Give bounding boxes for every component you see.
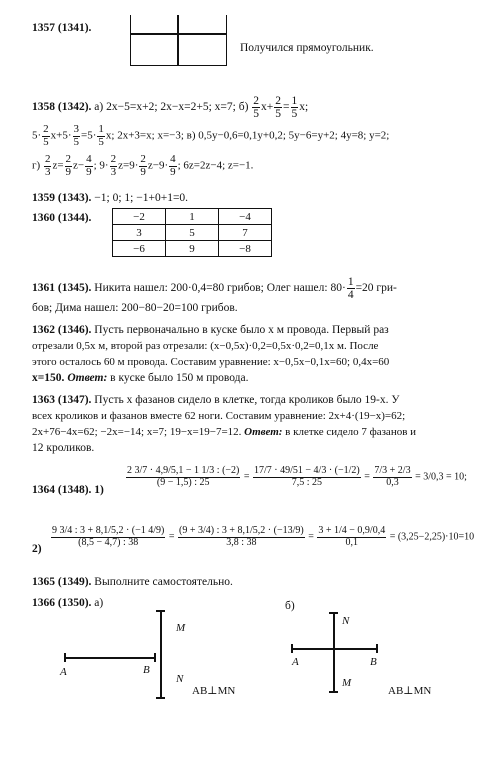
expr1-part1: $\frac{2 3/7 \cdot 4,9/5,1 - 1 1/3 : (-2)}{(9 - 1,5) : 25}$ = $\frac{17/7 \cdot 49/51 - 4/3 \cdot (-1/2)}{7,5 : 25}$ = $\frac{7/3 + 2/3}{0,3}$ = 3/0,3 = 10; xyxy=(127,465,467,488)
task-1364-part2-label: 2) xyxy=(32,543,42,555)
task-1363-line2: всех кроликов и фазанов вместе 62 ноги. Составим уравнение: 2x+4·(19−x)=62; xyxy=(32,410,406,422)
task-1363-line1: 1363 (1347). Пусть x фазанов сидело в клетке, тогда кроликов было 19-x. У xyxy=(32,394,400,406)
label-a: A xyxy=(292,656,299,668)
label-m: M xyxy=(342,677,352,689)
task-1358-line2: 5· $\frac{2}{5}$ x+5· $\frac{3}{5}$ =5· $\frac{1}{5}$ x; 2x+3=x; x=−3; в) 0,5y−0,6=0,1y+0,2; 5y−6=y+2; 4y=8; y=2; xyxy=(32,123,390,148)
task-1357-text: Получился прямоугольник. xyxy=(240,42,374,54)
task-1363-number: 1363 (1347). xyxy=(32,394,92,406)
task-1358-line3: г) $\frac{2}{3}$ z= $\frac{2}{9}$ z− $\frac{4}{9}$ ; 9· $\frac{2}{3}$ z=9· $\frac{2}{9}$ z−9· $\frac{4}{9}$ ; 6z=2z−4; z=−1. xyxy=(32,153,254,178)
perpendicular-relation-a: AB⊥MN xyxy=(192,685,236,697)
task-1362-line3: этого осталось 60 м провода. Составим уравнение: x−0,5x−0,1x=60; 0,4x=60 xyxy=(32,356,390,368)
segment-ab xyxy=(292,648,377,650)
task-1358-a: а) 2x−5=x+2; 2x−x=2+5; x=7; б) xyxy=(94,101,249,114)
tick-m xyxy=(329,691,338,693)
fraction: $\frac{2}{5}$ xyxy=(253,95,260,121)
task-1361-line2: бов; Дима нашел: 200−80−20=100 грибов. xyxy=(32,302,238,314)
task-1366-line1: 1366 (1350). а) xyxy=(32,597,104,609)
task-1362-line1: 1362 (1346). Пусть первоначально в куске было x м провода. Первый раз xyxy=(32,324,389,336)
task-1364-line1: 1364 (1348). 1) xyxy=(32,484,104,496)
tick-a xyxy=(291,644,293,653)
task-1365: 1365 (1349). Выполните самостоятельно. xyxy=(32,576,233,588)
tick-a xyxy=(64,653,66,662)
task-1362-line4: x=150. Ответ: в куске было 150 м провода. xyxy=(32,372,249,384)
fraction: $\frac{2}{5}$ xyxy=(275,95,282,121)
tick-m xyxy=(156,610,165,612)
tick-b xyxy=(376,644,378,653)
task-1363-line3: 2x+76−4x=62; −2x=−14; x=7; 19−x=19−7=12. Ответ: в клетке сидело 7 фазанов и xyxy=(32,426,417,438)
table-row: −2 1 −4 xyxy=(113,209,272,225)
task-1363-line4: 12 кроликов. xyxy=(32,442,95,454)
table-row: −6 9 −8 xyxy=(113,241,272,257)
table-row: 3 5 7 xyxy=(113,225,272,241)
label-b: B xyxy=(370,656,377,668)
task-1359-text: −1; 0; 1; −1+0+1=0. xyxy=(94,192,189,204)
label-b: B xyxy=(143,664,150,676)
perpendicular-relation-b: AB⊥MN xyxy=(388,685,432,697)
label-n: N xyxy=(176,673,184,685)
label-m: M xyxy=(176,622,186,634)
task-1364-number: 1364 (1348). xyxy=(32,484,92,496)
label-a: A xyxy=(60,666,67,678)
task-1366-b-label: б) xyxy=(285,600,295,612)
rectangle-figure xyxy=(130,15,227,66)
task-1360-number: 1360 (1344). xyxy=(32,212,92,224)
label-n: N xyxy=(342,615,350,627)
fraction: $\frac{1}{5}$ xyxy=(291,95,298,121)
segment-mn xyxy=(333,612,335,692)
task-1366-number: 1366 (1350). xyxy=(32,597,92,609)
task-1361-line1: 1361 (1345). Никита нашел: 200·0,4=80 грибов; Олег нашел: 80· $\frac{1}{4}$ =20 гри- xyxy=(32,276,397,302)
rect-horizontal-divider xyxy=(131,33,226,35)
task-1357-number: 1357 (1341). xyxy=(32,22,92,34)
rect-vertical-divider xyxy=(177,15,179,65)
task-1361-number: 1361 (1345). xyxy=(32,282,92,295)
tick-n xyxy=(156,697,165,699)
expr2: $\frac{9 3/4 : 3 + 8,1/5,2 \cdot (-1 4/9)}{(8,5 - 4,7) : 38}$ = $\frac{(9 + 3/4) : 3 + 8,1/5,2 \cdot (-13/9)}{3,8 : 38}$ = $\frac{3 + 1/4 - 0,9/0,4}{0,1}$ = (3,25−2,25)·10=10 xyxy=(52,525,475,548)
tick-n xyxy=(329,612,338,614)
task-1359 xyxy=(32,192,188,204)
task-1358-number: 1358 (1342). xyxy=(32,101,92,114)
task-1365-number: 1365 (1349). xyxy=(32,576,92,588)
task-1362-number: 1362 (1346). xyxy=(32,324,92,336)
task-1358-line1: 1358 (1342). а) 2x−5=x+2; 2x−x=2+5; x=7; б) $\frac{2}{5}$ x+ $\frac{2}{5}$ = $\frac{1}{5}$ x; xyxy=(32,95,309,121)
segment-mn xyxy=(160,610,162,698)
tick-b xyxy=(154,653,156,662)
task-1362-line2: отрезали 0,5x м, второй раз отрезали: (x−0,5x)·0,2=0,5x·0,2=0,1x м. После xyxy=(32,340,379,352)
task-1359-number: 1359 (1343). xyxy=(32,192,92,204)
magic-square-table xyxy=(112,208,272,257)
segment-ab xyxy=(65,657,155,659)
